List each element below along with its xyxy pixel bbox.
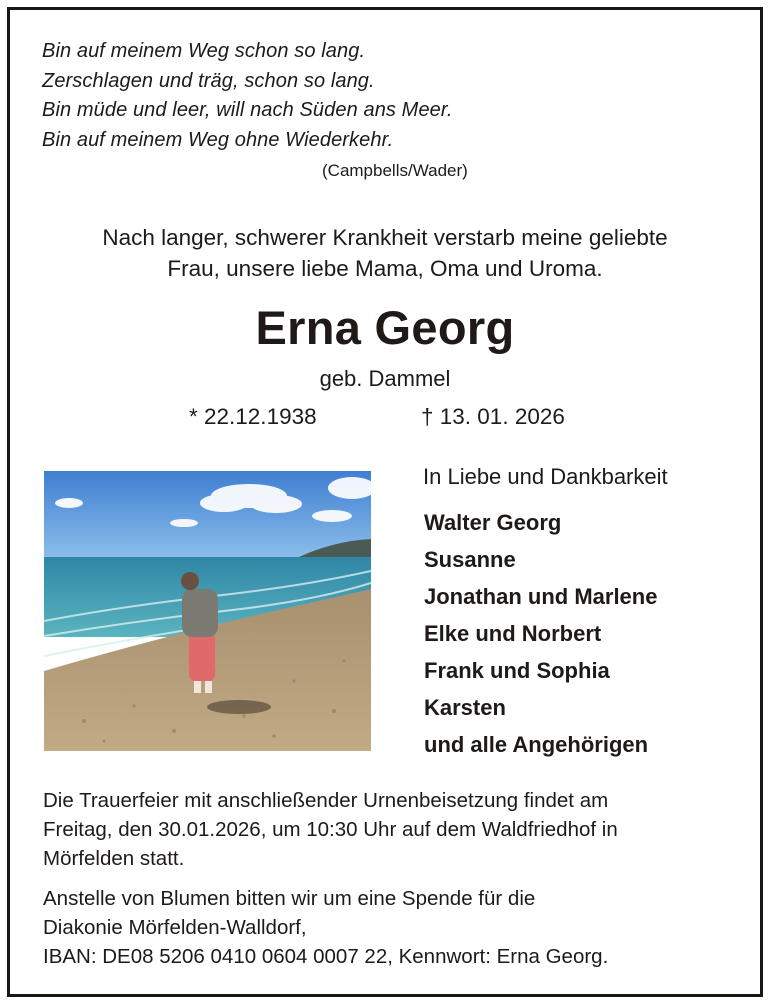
mourner-name: Karsten <box>424 695 506 720</box>
deceased-name: Erna Georg <box>255 301 515 354</box>
donation-line: Diakonie Mörfelden-Walldorf, <box>43 916 307 939</box>
mourner-name: Jonathan und Marlene <box>424 584 658 609</box>
donation-line: IBAN: DE08 5206 0410 0604 0007 22, Kennwort: Erna Georg. <box>43 945 609 968</box>
funeral-details <box>43 786 743 873</box>
beach-photo <box>44 471 371 751</box>
death-date: † 13. 01. 2026 <box>421 404 565 429</box>
mourner-name: Frank und Sophia <box>424 658 610 683</box>
announcement-line: Frau, unsere liebe Mama, Oma und Uroma. <box>167 256 603 281</box>
donation-details <box>43 884 743 971</box>
funeral-line: Mörfelden statt. <box>43 847 185 870</box>
poem-line: Zerschlagen und träg, schon so lang. <box>42 69 375 92</box>
funeral-line: Die Trauerfeier mit anschließender Urnenbeisetzung findet am <box>43 789 609 812</box>
mourners-list <box>424 504 657 763</box>
mourner-name: und alle Angehörigen <box>424 732 649 757</box>
poem-source: (Campbells/Wader) <box>322 161 468 180</box>
announcement-line: Nach langer, schwerer Krankheit verstarb meine geliebte <box>102 225 668 250</box>
poem-line: Bin müde und leer, will nach Süden ans Meer. <box>42 99 453 121</box>
beach-photo-illustration <box>44 471 371 751</box>
birth-date: * 22.12.1938 <box>189 404 317 429</box>
death-announcement <box>0 222 770 284</box>
mourner-name: Elke und Norbert <box>424 621 602 646</box>
poem-line: Bin auf meinem Weg schon so lang. <box>42 40 366 62</box>
poem-line: Bin auf meinem Weg ohne Wiederkehr. <box>42 128 394 151</box>
mourners-intro: In Liebe und Dankbarkeit <box>423 464 668 489</box>
donation-line: Anstelle von Blumen bitten wir um eine Spende für die <box>43 887 536 910</box>
mourner-name: Susanne <box>424 547 516 572</box>
funeral-line: Freitag, den 30.01.2026, um 10:30 Uhr auf dem Waldfriedhof in <box>43 818 618 841</box>
birth-name: geb. Dammel <box>319 366 451 391</box>
mourner-name: Walter Georg <box>424 510 562 535</box>
poem <box>42 37 642 155</box>
